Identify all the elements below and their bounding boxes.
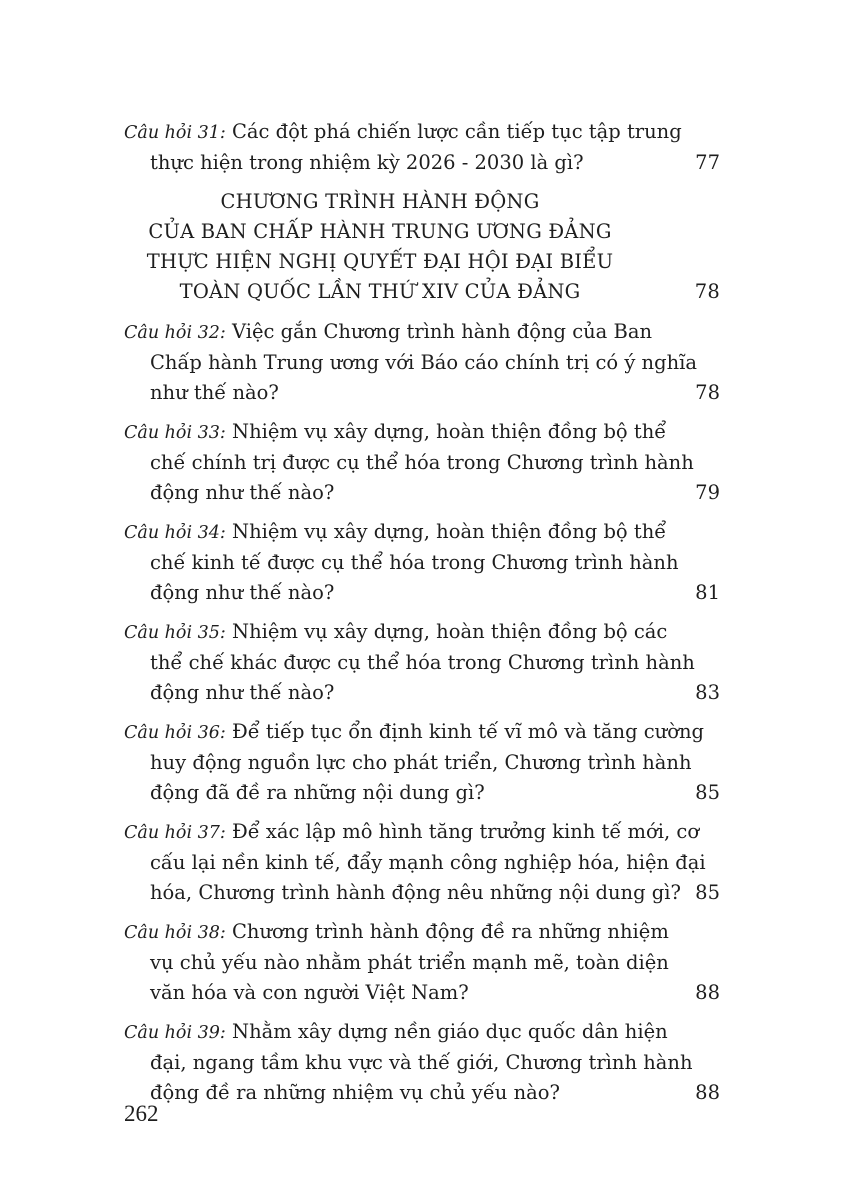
toc-entry-line — [124, 778, 724, 808]
toc-entry-line — [124, 417, 724, 448]
chapter-heading-line — [124, 277, 720, 307]
toc-page-number: 85 — [695, 781, 720, 804]
question-text: hóa, Chương trình hành động nêu những nội dung gì? — [150, 881, 681, 904]
toc-entry-line — [124, 317, 724, 348]
question-text: động như thế nào? — [150, 581, 335, 604]
question-text: Để tiếp tục ổn định kinh tế vĩ mô và tăng cường — [232, 720, 705, 743]
toc-entry-line — [124, 448, 724, 478]
toc-page-number: 79 — [695, 481, 720, 504]
chapter-page-number: 78 — [694, 280, 720, 303]
question-label: Câu hỏi 39: — [124, 1023, 226, 1043]
question-text: động như thế nào? — [150, 681, 335, 704]
toc-entry-line — [124, 578, 724, 608]
toc-entry-line — [124, 878, 724, 908]
toc-entry-line — [124, 378, 724, 408]
toc-page-number: 88 — [695, 981, 720, 1004]
toc-entry-line — [124, 978, 724, 1008]
toc-page-number: 85 — [695, 881, 720, 904]
toc-entry-line — [124, 1017, 724, 1048]
chapter-heading-line: THỰC HIỆN NGHỊ QUYẾT ĐẠI HỘI ĐẠI BIỂU — [146, 250, 614, 273]
question-text: Chấp hành Trung ương với Báo cáo chính trị có ý nghĩa — [150, 351, 698, 374]
toc-entry-line — [124, 117, 724, 148]
toc-page-number: 81 — [695, 581, 720, 604]
toc-entry-line — [124, 517, 724, 548]
toc-entry-line — [124, 848, 724, 878]
question-text: vụ chủ yếu nào nhằm phát triển mạnh mẽ, toàn diện — [150, 951, 669, 974]
question-text: Các đột phá chiến lược cần tiếp tục tập trung — [232, 120, 682, 143]
toc-entry — [124, 717, 724, 808]
chapter-heading-line: CHƯƠNG TRÌNH HÀNH ĐỘNG — [220, 190, 540, 213]
question-label: Câu hỏi 32: — [124, 323, 226, 343]
toc-entry — [124, 317, 724, 408]
toc-group-after-chapter — [124, 317, 724, 1108]
toc-entry-line — [124, 1078, 724, 1108]
table-of-contents — [124, 117, 724, 1117]
toc-page-number: 78 — [695, 381, 720, 404]
question-text: Việc gắn Chương trình hành động của Ban — [232, 320, 653, 343]
question-text: Nhiệm vụ xây dựng, hoàn thiện đồng bộ thể — [232, 520, 667, 543]
toc-entry — [124, 517, 724, 608]
toc-page-number: 77 — [695, 151, 720, 174]
toc-entry — [124, 617, 724, 708]
question-text: động đề ra những nhiệm vụ chủ yếu nào? — [150, 1081, 560, 1104]
question-text: Nhiệm vụ xây dựng, hoàn thiện đồng bộ các — [232, 620, 668, 643]
toc-group-before-chapter — [124, 117, 724, 178]
question-text: thực hiện trong nhiệm kỳ 2026 - 2030 là gì? — [150, 151, 584, 174]
question-text: huy động nguồn lực cho phát triển, Chương trình hành — [150, 751, 692, 774]
toc-entry — [124, 917, 724, 1008]
toc-entry — [124, 817, 724, 908]
toc-entry-line — [124, 648, 724, 678]
toc-entry — [124, 117, 724, 178]
question-text: đại, ngang tầm khu vực và thế giới, Chương trình hành — [150, 1051, 693, 1074]
toc-entry-line — [124, 817, 724, 848]
question-text: cấu lại nền kinh tế, đẩy mạnh công nghiệp hóa, hiện đại — [150, 851, 706, 874]
toc-entry-line — [124, 478, 724, 508]
question-text: động như thế nào? — [150, 481, 335, 504]
toc-entry-line — [124, 748, 724, 778]
chapter-heading — [124, 187, 724, 307]
question-label: Câu hỏi 35: — [124, 623, 226, 643]
question-text: chế chính trị được cụ thể hóa trong Chương trình hành — [150, 451, 694, 474]
question-label: Câu hỏi 37: — [124, 823, 226, 843]
question-text: Để xác lập mô hình tăng trưởng kinh tế mới, cơ — [232, 820, 700, 843]
toc-page-number: 88 — [695, 1081, 720, 1104]
question-label: Câu hỏi 38: — [124, 923, 226, 943]
question-text: động đã đề ra những nội dung gì? — [150, 781, 485, 804]
question-text: chế kinh tế được cụ thể hóa trong Chương trình hành — [150, 551, 679, 574]
toc-entry-line — [124, 617, 724, 648]
toc-entry-line — [124, 1048, 724, 1078]
toc-entry-line — [124, 717, 724, 748]
question-text: văn hóa và con người Việt Nam? — [150, 981, 469, 1004]
question-text: thể chế khác được cụ thể hóa trong Chương trình hành — [150, 651, 695, 674]
toc-entry-line — [124, 148, 724, 178]
question-label: Câu hỏi 36: — [124, 723, 226, 743]
question-label: Câu hỏi 34: — [124, 523, 226, 543]
toc-entry-line — [124, 678, 724, 708]
chapter-heading-last-line: TOÀN QUỐC LẦN THỨ XIV CỦA ĐẢNG — [179, 280, 581, 303]
toc-entry-line — [124, 348, 724, 378]
page-number: 262 — [124, 1101, 159, 1126]
toc-entry — [124, 417, 724, 508]
question-label: Câu hỏi 31: — [124, 123, 226, 143]
toc-page-number: 83 — [695, 681, 720, 704]
question-text: như thế nào? — [150, 381, 279, 404]
question-label: Câu hỏi 33: — [124, 423, 226, 443]
question-text: Chương trình hành động đề ra những nhiệm — [232, 920, 669, 943]
toc-entry — [124, 1017, 724, 1108]
question-text: Nhằm xây dựng nền giáo dục quốc dân hiện — [232, 1020, 668, 1043]
question-text: Nhiệm vụ xây dựng, hoàn thiện đồng bộ thể — [232, 420, 667, 443]
toc-entry-line — [124, 548, 724, 578]
toc-entry-line — [124, 948, 724, 978]
toc-entry-line — [124, 917, 724, 948]
chapter-heading-line: CỦA BAN CHẤP HÀNH TRUNG ƯƠNG ĐẢNG — [148, 220, 612, 243]
